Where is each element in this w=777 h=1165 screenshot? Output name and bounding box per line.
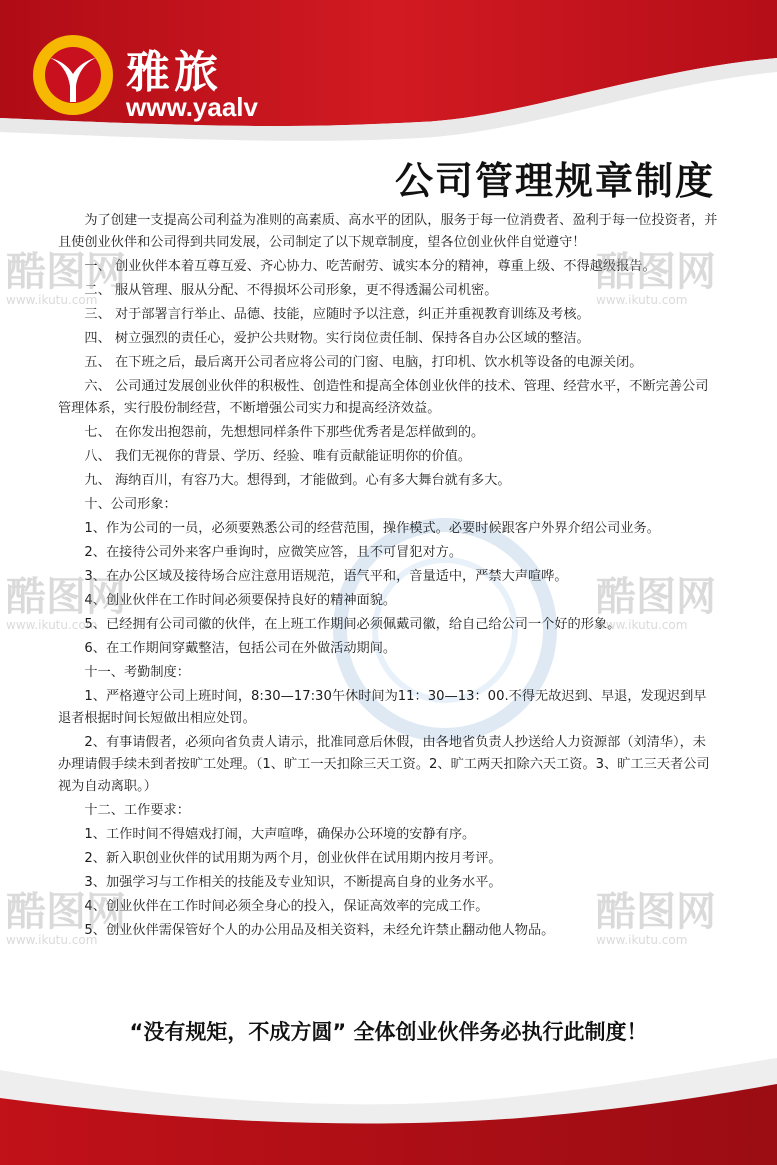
rules-body xyxy=(58,210,718,944)
watermark-url: www.ikutu.com xyxy=(6,933,98,947)
intro-paragraph: 为了创建一支提高公司利益为准则的高素质、高水平的团队，服务于每一位消费者、盈利于每一位投资者，并且使创业伙伴和公司得到共同发展，公司制定了以下规章制度，望各位创业伙伴自觉遵守！ xyxy=(58,213,718,250)
section-12-heading: 十二、工作要求： xyxy=(84,803,190,818)
section-11-item: 2、有事请假者，必须向省负责人请示，批准同意后休假，由各地省负责人抄送给人力资源部（刘清华），未办理请假手续未到者按旷工处理。（1、旷工一天扣除三天工资。2、旷工两天扣除六天工资。3、旷工三天者公司视为自动离职。） xyxy=(58,735,710,794)
rule-7: 七、 在你发出抱怨前，先想想同样条件下那些优秀者是怎样做到的。 xyxy=(84,425,485,440)
watermark-text: 酷图网 xyxy=(596,574,716,620)
section-10-item: 3、在办公区域及接待场合应注意用语规范，语气平和，音量适中，严禁大声喧哗。 xyxy=(84,569,568,584)
section-10-item: 4、创业伙伴在工作时间必须要保持良好的精神面貌。 xyxy=(84,593,397,608)
section-12-item: 3、加强学习与工作相关的技能及专业知识，不断提高自身的业务水平。 xyxy=(84,875,502,890)
section-12-item: 5、创业伙伴需保管好个人的办公用品及相关资料，未经允许禁止翻动他人物品。 xyxy=(84,923,555,938)
rule-9: 九、 海纳百川，有容乃大。想得到，才能做到。心有多大舞台就有多大。 xyxy=(84,473,511,488)
brand-name: 雅旅 xyxy=(126,47,222,98)
section-11-heading: 十一、考勤制度： xyxy=(84,665,190,680)
document-title: 公司管理规章制度 xyxy=(394,159,715,203)
rule-1: 一、 创业伙伴本着互尊互爱、齐心协力、吃苦耐劳、诚实本分的精神，尊重上级、不得越级报告。 xyxy=(84,259,656,274)
brand-url: www.yaalv xyxy=(126,92,258,122)
section-12-item: 4、创业伙伴在工作时间必须全身心的投入，保证高效率的完成工作。 xyxy=(84,899,489,914)
rule-3: 三、 对于部署言行举止、品德、技能，应随时予以注意，纠正并重视教育训练及考核。 xyxy=(84,307,590,322)
brand-logo xyxy=(30,30,260,130)
yaalv-logo-icon xyxy=(30,32,116,118)
watermark-text: 酷图网 xyxy=(6,249,126,295)
section-10-item: 1、作为公司的一员，必须要熟悉公司的经营范围，操作模式。必要时候跟客户外界介绍公司业务。 xyxy=(84,521,660,536)
section-12-item: 1、工作时间不得嬉戏打闹，大声喧哗，确保办公环境的安静有序。 xyxy=(84,827,476,842)
watermark-url: www.ikutu.com xyxy=(6,293,98,307)
section-10-item: 6、在工作期间穿戴整洁，包括公司在外做活动期间。 xyxy=(84,641,397,656)
watermark-url: www.ikutu.com xyxy=(6,618,98,632)
watermark-url: www.ikutu.com xyxy=(596,293,688,307)
rule-6: 六、 公司通过发展创业伙伴的积极性、创造性和提高全体创业伙伴的技术、管理、经营水平，不断完善公司管理体系，实行股份制经营，不断增强公司实力和提高经济效益。 xyxy=(58,379,709,416)
watermark-text: 酷图网 xyxy=(6,889,126,935)
section-10-item: 2、在接待公司外来客户垂询时，应微笑应答，且不可冒犯对方。 xyxy=(84,545,463,560)
section-11-item: 1、严格遵守公司上班时间，8:30—17:30午休时间为11：30—13：00.不得无故迟到、早退，发现迟到早退者根据时间长短做出相应处罚。 xyxy=(58,689,707,726)
rule-4: 四、 树立强烈的责任心，爱护公共财物。实行岗位责任制、保持各自办公区域的整洁。 xyxy=(84,331,590,346)
rule-5: 五、 在下班之后，最后离开公司者应将公司的门窗、电脑，打印机、饮水机等设备的电源关闭。 xyxy=(84,355,643,370)
watermark-url: www.ikutu.com xyxy=(596,933,688,947)
closing-slogan: “没有规矩，不成方圆” 全体创业伙伴务必执行此制度！ xyxy=(129,1020,648,1044)
rule-2: 二、 服从管理、服从分配、不得损坏公司形象，更不得透漏公司机密。 xyxy=(84,283,498,298)
watermark-text: 酷图网 xyxy=(596,249,716,295)
rule-8: 八、 我们无视你的背景、学历、经验、唯有贡献能证明你的价值。 xyxy=(84,449,472,464)
watermark-text: 酷图网 xyxy=(6,574,126,620)
section-12-item: 2、新入职创业伙伴的试用期为两个月，创业伙伴在试用期内按月考评。 xyxy=(84,851,502,866)
watermark-url: www.ikutu.com xyxy=(596,618,688,632)
section-10-item: 5、已经拥有公司司徽的伙伴，在上班工作期间必须佩戴司徽，给自己给公司一个好的形象。 xyxy=(84,617,621,632)
watermark-text: 酷图网 xyxy=(596,889,716,935)
section-10-heading: 十、公司形象： xyxy=(84,497,177,512)
